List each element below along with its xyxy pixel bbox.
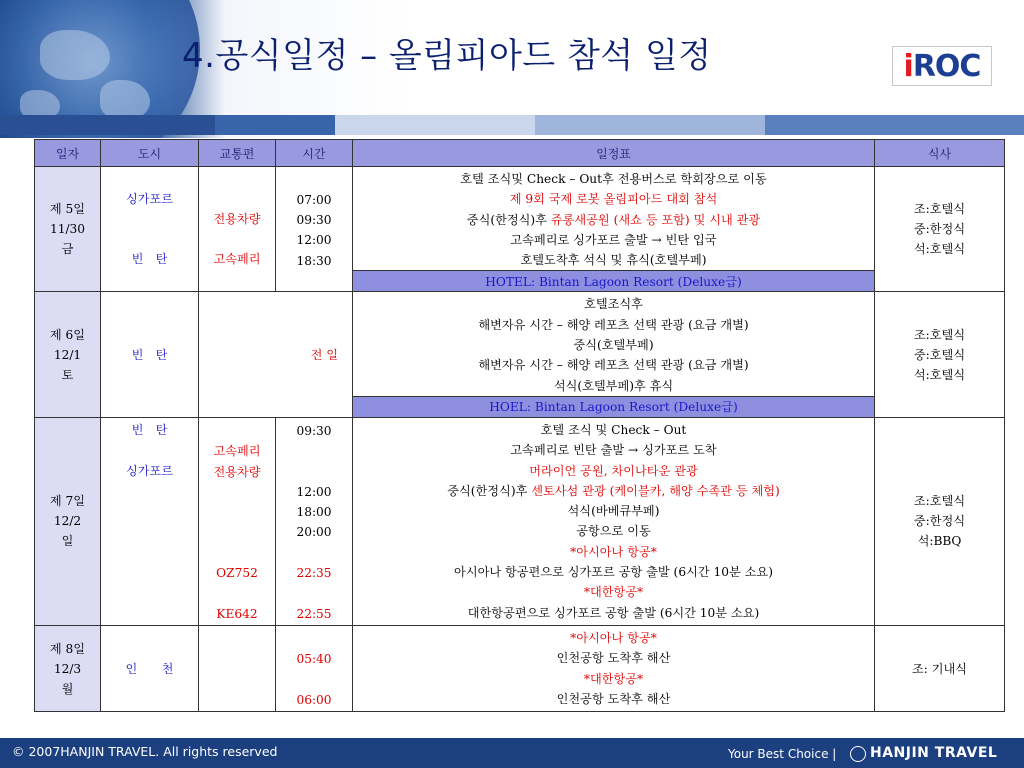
schedule-line: 인천공항 도착후 해산: [556, 651, 671, 666]
schedule-line: 해변자유 시간 – 해양 레포츠 선택 관광 (요금 개별): [478, 317, 749, 332]
table-row: [35, 417, 1005, 625]
logo-letter-i: i: [903, 48, 913, 84]
day-cell: [35, 625, 101, 711]
schedule-line: 인천공항 도착후 해산: [556, 691, 671, 706]
schedule-line: 석식(바베큐부페): [567, 504, 660, 519]
table-header-row: [35, 140, 1005, 167]
schedule-line: 중식(한정식)후 쥬롱새공원 (새쇼 등 포함) 및 시내 관광: [466, 212, 761, 227]
day-weekday: 토: [61, 367, 74, 382]
time-value: 20:00: [296, 525, 332, 540]
schedule-cell: [353, 625, 875, 711]
flight-number: KE642: [216, 606, 258, 621]
time-value: 18:30: [296, 253, 332, 268]
schedule-line: 아시아나 항공편으로 싱가포르 공항 출발 (6시간 10분 소요): [454, 565, 773, 580]
table-row: [35, 292, 1005, 396]
schedule-line: 고속페리로 빈탄 출발 → 싱가포르 도착: [510, 443, 717, 458]
time-value: 09:30: [296, 212, 332, 227]
schedule-line: 해변자유 시간 – 해양 레포츠 선택 관광 (요금 개별): [478, 358, 749, 373]
transport-cell: 전 일: [199, 292, 353, 417]
schedule-table: [34, 139, 1005, 712]
col-header-meals: 식사: [875, 140, 1005, 167]
time-value: 22:55: [296, 606, 332, 621]
schedule-line: *대한항공*: [583, 585, 644, 600]
time-value: 05:40: [296, 652, 332, 667]
meal-item: 조:호텔식: [913, 494, 966, 509]
time-value: 09:30: [296, 423, 332, 438]
schedule-line: 제 9회 국제 로봇 올림피아드 대회 참석: [509, 192, 718, 207]
city-cell: 인 천: [101, 625, 199, 711]
city-name: 빈 탄: [131, 252, 168, 267]
time-value: 18:00: [296, 505, 332, 520]
day-weekday: 일: [61, 534, 74, 549]
schedule-line: 호텔 조식및 Check – Out후 전용버스로 학회장으로 이동: [460, 172, 767, 186]
band-segment: [215, 115, 335, 135]
band-segment: [535, 115, 765, 135]
day-number: 제 7일: [49, 494, 86, 509]
day-number: 제 8일: [49, 641, 86, 656]
footer-bar: [0, 738, 1024, 768]
transport-item: 고속페리: [213, 444, 261, 459]
city-name: 싱가포르: [125, 463, 174, 478]
schedule-line: 고속페리로 싱가포르 출발 → 빈탄 입국: [510, 232, 717, 247]
schedule-cell: [353, 167, 875, 271]
day-date: 12/2: [53, 514, 82, 529]
meal-item: 석:호텔식: [913, 367, 966, 382]
day-date: 12/3: [53, 661, 82, 676]
city-cell: [101, 417, 199, 625]
band-segment: [765, 115, 1024, 135]
day-date: 12/1: [53, 347, 82, 362]
schedule-line: 공항으로 이동: [576, 524, 651, 539]
city-name: 빈 탄: [131, 422, 168, 437]
time-cell: [276, 417, 353, 625]
page-title: 4.공식일정 – 올림피아드 참석 일정: [182, 36, 712, 76]
meal-item: 중:한정식: [913, 514, 966, 529]
hanjin-logo-icon: [850, 746, 866, 762]
transport-cell: [199, 625, 276, 711]
band-segment: [335, 115, 535, 135]
time-value: 12:00: [296, 233, 332, 248]
time-cell: [276, 167, 353, 292]
meal-cell: [875, 292, 1005, 417]
city-name: 싱가포르: [125, 192, 174, 207]
meal-item: 석:호텔식: [913, 242, 966, 257]
brand-name: HANJIN TRAVEL: [870, 745, 998, 761]
meal-cell: [875, 625, 1005, 711]
schedule-line: 호텔조식후: [584, 297, 643, 312]
schedule-line: 호텔 조식 및 Check – Out: [540, 422, 687, 437]
day-weekday: 금: [61, 242, 74, 257]
day-number: 제 5일: [49, 202, 86, 217]
meal-item: 중:한정식: [913, 222, 966, 237]
schedule-cell: [353, 292, 875, 396]
table-row: [35, 167, 1005, 271]
transport-cell: [199, 417, 276, 625]
meal-item: 석:BBQ: [917, 534, 962, 549]
meal-item: 중:호텔식: [913, 347, 966, 362]
meal-item: 조:호텔식: [913, 202, 966, 217]
meal-item: 조: 기내식: [911, 661, 968, 676]
schedule-line: 호텔도착후 석식 및 휴식(호텔부페): [520, 253, 707, 268]
hotel-info: HOEL: Bintan Lagoon Resort (Deluxe급): [353, 396, 875, 417]
time-value: 07:00: [296, 192, 332, 207]
day-weekday: 월: [61, 681, 74, 696]
day-date: 11/30: [49, 222, 86, 237]
table-row: [35, 625, 1005, 711]
meal-item: 조:호텔식: [913, 327, 966, 342]
transport-item: 고속페리: [213, 252, 261, 267]
meal-cell: [875, 167, 1005, 292]
schedule-cell: [353, 417, 875, 625]
time-value: 06:00: [296, 692, 332, 707]
copyright-text: © 2007HANJIN TRAVEL. All rights reserved: [12, 744, 278, 759]
schedule-line: 머라이언 공원, 차이나타운 관광: [529, 463, 698, 478]
schedule-line: *아시아나 항공*: [570, 630, 657, 645]
city-cell: 빈 탄: [101, 292, 199, 417]
schedule-line: *아시아나 항공*: [570, 544, 657, 559]
col-header-time: 시간: [276, 140, 353, 167]
col-header-city: 도시: [101, 140, 199, 167]
schedule-line: *대한항공*: [583, 671, 644, 686]
transport-item: 전용차량: [213, 212, 261, 227]
transport-item: 전용차량: [213, 464, 261, 479]
meal-cell: [875, 417, 1005, 625]
time-value: 12:00: [296, 484, 332, 499]
logo-letters-roc: ROC: [912, 48, 981, 84]
time-value: 22:35: [296, 566, 332, 581]
day-cell: [35, 417, 101, 625]
schedule-line: 석식(호텔부페)후 휴식: [553, 378, 674, 393]
schedule-line: 중식(한정식)후 센토사섬 관광 (케이블카, 해양 수족관 등 체험): [447, 483, 780, 498]
time-cell: [276, 625, 353, 711]
hotel-info: HOTEL: Bintan Lagoon Resort (Deluxe급): [353, 271, 875, 292]
transport-cell: [199, 167, 276, 292]
city-cell: [101, 167, 199, 292]
slogan-text: Your Best Choice |: [728, 747, 837, 761]
day-cell: [35, 292, 101, 417]
flight-number: OZ752: [216, 566, 258, 581]
day-cell: [35, 167, 101, 292]
schedule-line: 대한항공편으로 싱가포르 공항 출발 (6시간 10분 소요): [467, 605, 760, 620]
col-header-schedule: 일정표: [353, 140, 875, 167]
col-header-date: 일자: [35, 140, 101, 167]
day-number: 제 6일: [49, 327, 86, 342]
schedule-line: 중식(호텔부페): [573, 338, 654, 353]
col-header-transport: 교통편: [199, 140, 276, 167]
iroc-logo: [892, 46, 992, 86]
